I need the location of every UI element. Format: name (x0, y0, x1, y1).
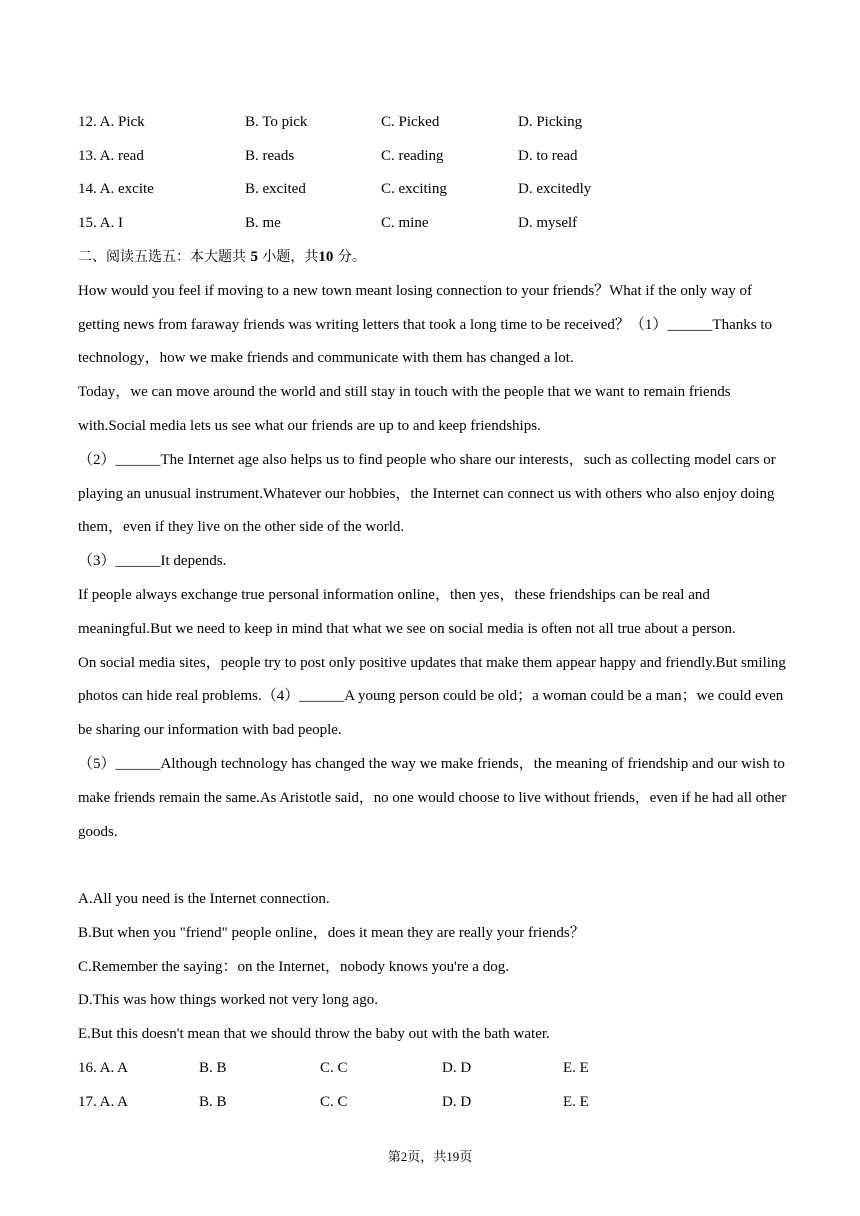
passage-line: Today，we can move around the world and still stay in touch with the people that we want to remain friends (78, 384, 731, 400)
option-c: C. C (320, 1094, 348, 1110)
passage-line: goods. (78, 824, 118, 840)
option-d: D. to read (518, 148, 578, 164)
option-c: C. mine (381, 215, 429, 231)
option-c: C. exciting (381, 181, 447, 197)
passage-line: with.Social media lets us see what our friends are up to and keep friendships. (78, 418, 541, 434)
section-heading-text: 小题，共 (262, 249, 319, 265)
answer-option: D.This was how things worked not very long ago. (78, 992, 378, 1008)
option-b: B. To pick (245, 114, 308, 130)
answer-option: B.But when you "friend" people online，does it mean they are really your friends？ (78, 925, 585, 941)
option-a: 15. A. I (78, 215, 123, 231)
option-c: C. C (320, 1060, 348, 1076)
option-b: B. excited (245, 181, 306, 197)
option-b: B. me (245, 215, 281, 231)
passage-line: getting news from faraway friends was writing letters that took a long time to be received？（1）______Thanks to (78, 317, 772, 333)
option-e: E. E (563, 1094, 589, 1110)
passage-line: How would you feel if moving to a new town meant losing connection to your friends？What if the only way of (78, 283, 753, 299)
option-d: D. D (442, 1060, 472, 1076)
passage-line: If people always exchange true personal information online，then yes，these friendships can be real and (78, 587, 710, 603)
passage-line: （2）______The Internet age also helps us to find people who share our interests，such as collecting model cars or (78, 452, 776, 468)
passage-line: On social media sites，people try to post only positive updates that make them appear happy and friendly.But smiling (78, 655, 786, 671)
section-heading-text: 二、阅读五选五：本大题共 (78, 249, 246, 265)
option-b: B. reads (245, 148, 295, 164)
option-a: 14. A. excite (78, 181, 154, 197)
question-count: 5 (250, 249, 258, 265)
passage-line: them，even if they live on the other side of the world. (78, 519, 405, 535)
option-a: 17. A. A (78, 1094, 129, 1110)
option-c: C. Picked (381, 114, 440, 130)
option-d: D. excitedly (518, 181, 592, 197)
option-a: 16. A. A (78, 1060, 129, 1076)
option-b: B. B (199, 1094, 227, 1110)
option-d: D. myself (518, 215, 578, 231)
option-b: B. B (199, 1060, 227, 1076)
section-heading-text: 分。 (337, 249, 366, 265)
passage-line: technology，how we make friends and communicate with them has changed a lot. (78, 350, 574, 366)
answer-option: E.But this doesn't mean that we should throw the baby out with the bath water. (78, 1026, 550, 1042)
section-heading (78, 247, 366, 267)
option-a: 12. A. Pick (78, 114, 145, 130)
option-a: 13. A. read (78, 148, 144, 164)
option-d: D. D (442, 1094, 472, 1110)
answer-option: C.Remember the saying：on the Internet，nobody knows you're a dog. (78, 959, 509, 975)
passage-line: make friends remain the same.As Aristotle said，no one would choose to live without friends，even if he had all other (78, 790, 787, 806)
answer-option: A.All you need is the Internet connection. (78, 891, 330, 907)
option-c: C. reading (381, 148, 444, 164)
passage-line: （3）______It depends. (78, 553, 227, 569)
option-d: D. Picking (518, 114, 583, 130)
score-value: 10 (318, 249, 334, 265)
option-e: E. E (563, 1060, 589, 1076)
passage-line: （5）______Although technology has changed the way we make friends，the meaning of friendship and our wish to (78, 756, 785, 772)
passage-line: playing an unusual instrument.Whatever our hobbies，the Internet can connect us with others who also enjoy doing (78, 486, 775, 502)
passage-line: meaningful.But we need to keep in mind that what we see on social media is often not all true about a person. (78, 621, 736, 637)
page-footer: 第2页，共19页 (387, 1149, 473, 1164)
passage-line: be sharing our information with bad people. (78, 722, 342, 738)
passage-line: photos can hide real problems.（4）______A young person could be old；a woman could be a man；we could even (78, 688, 784, 704)
